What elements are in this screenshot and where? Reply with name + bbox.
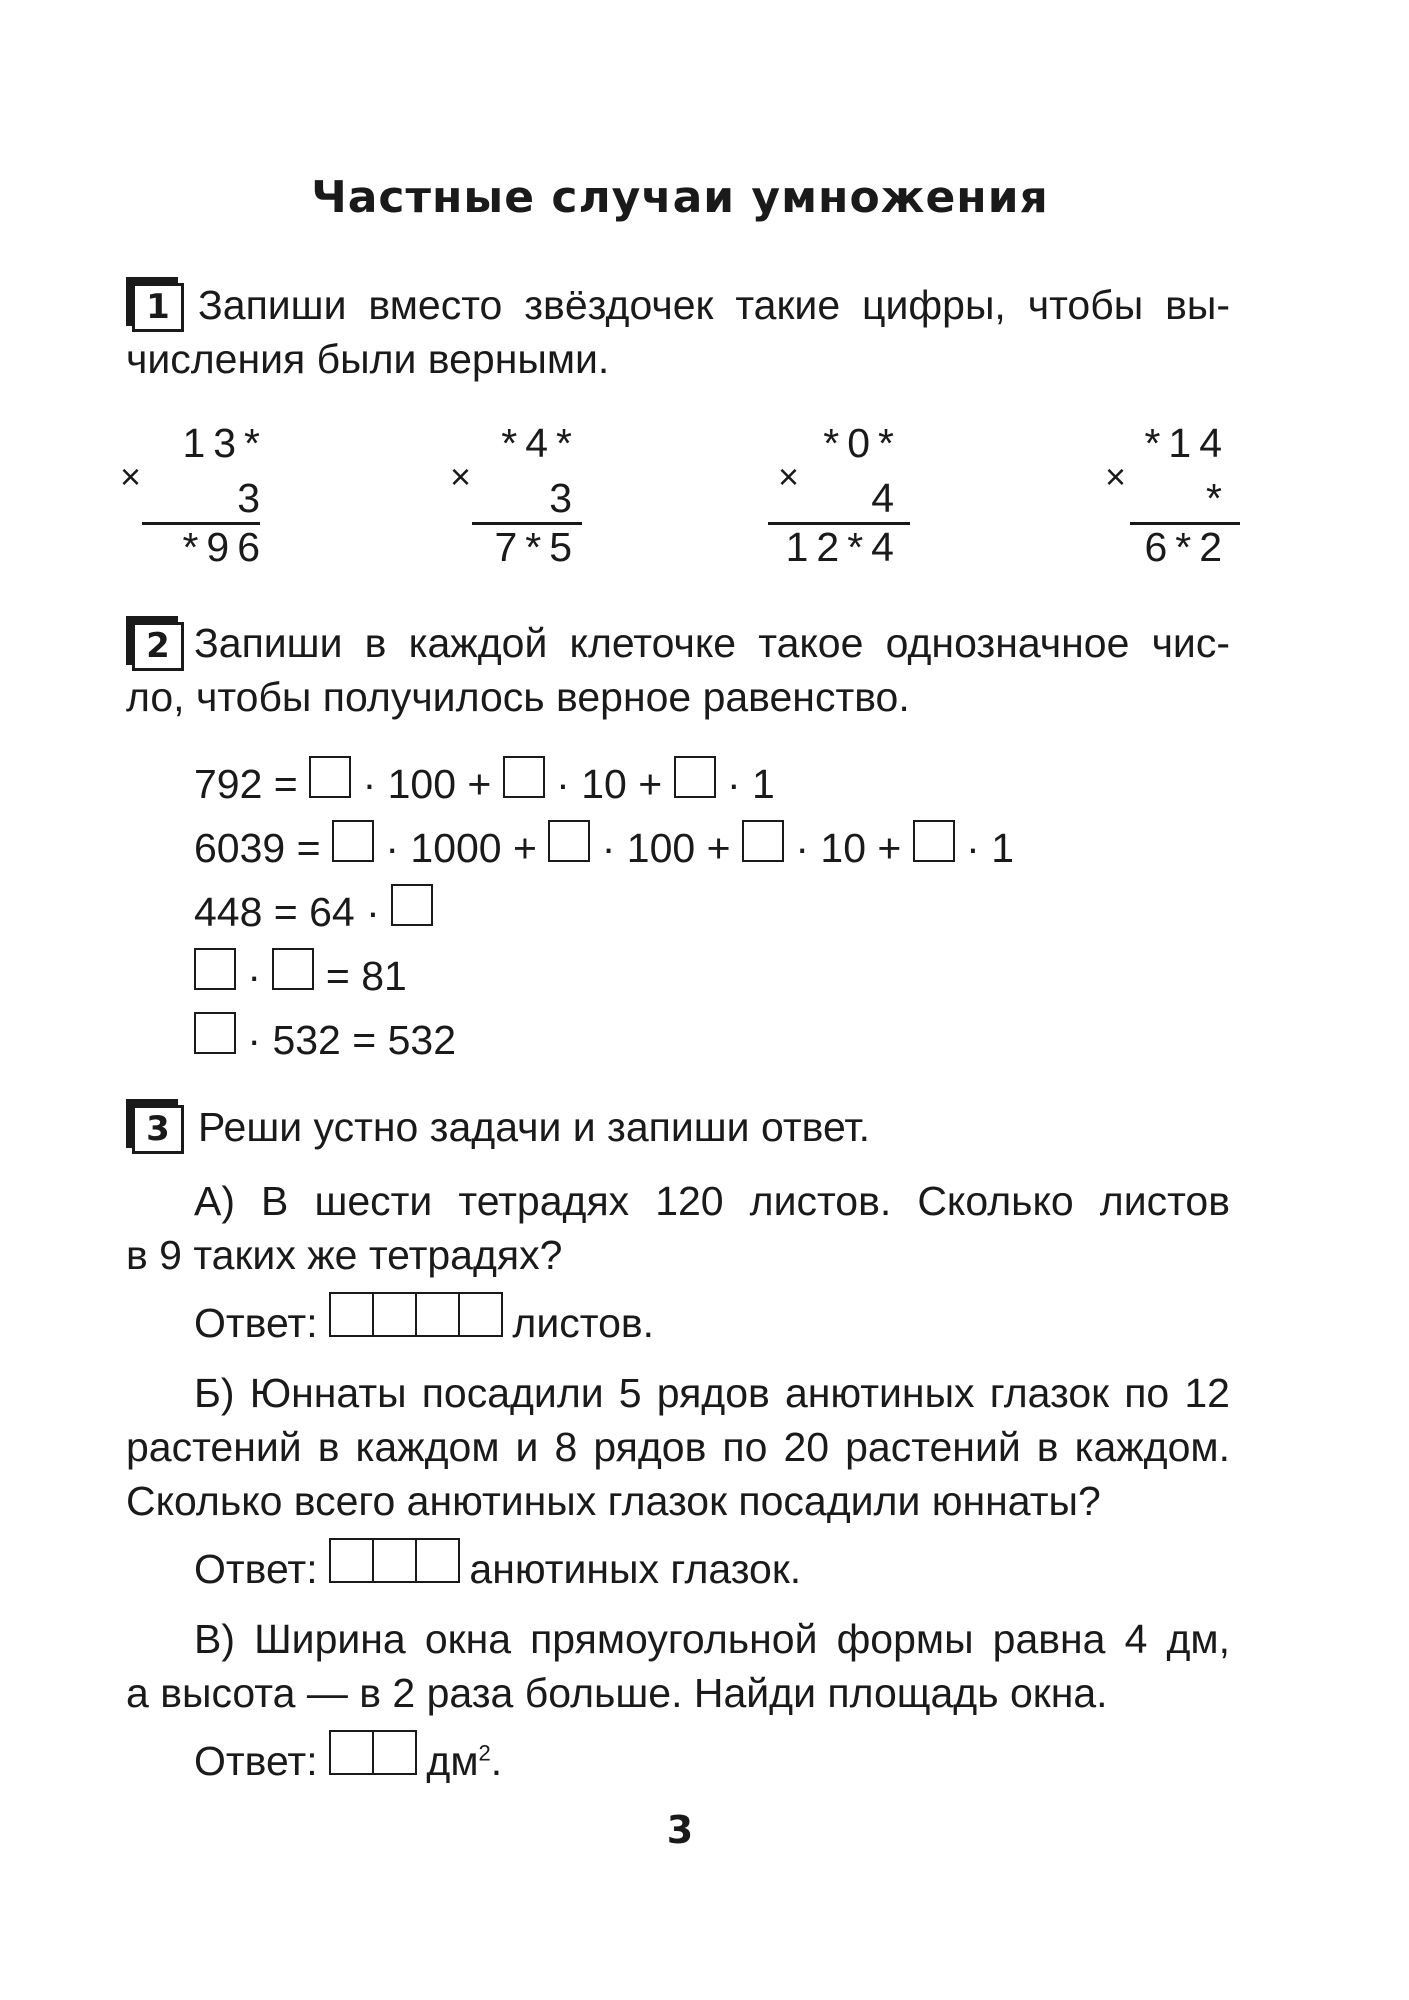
problem-a-line1: А) В шести тетрадях 120 листов. Сколько листов	[194, 1178, 1230, 1224]
eq4-part-a: ·	[247, 953, 262, 999]
problem-b-line2: растений в каждом и 8 рядов по 20 растений в каждом.	[126, 1424, 1230, 1470]
page-title: Частные случаи умножения	[311, 172, 1049, 223]
answer-cell[interactable]	[415, 1292, 460, 1337]
times-sign: ×	[120, 456, 142, 497]
problem-c-line2: а высота — в 2 раза больше. Найди площадь окна.	[126, 1670, 1108, 1716]
eq4-part-b: = 81	[325, 953, 407, 999]
answer-unit-end: .	[490, 1738, 503, 1784]
answer-grid-2	[329, 1730, 415, 1775]
answer-cell[interactable]	[372, 1730, 417, 1775]
answer-cell[interactable]	[415, 1538, 460, 1583]
answer-cell[interactable]	[309, 756, 351, 798]
answer-grid-3	[329, 1538, 458, 1583]
multiplier[interactable]: *	[1206, 475, 1230, 521]
answer-cell[interactable]	[913, 820, 955, 862]
problem-b-line3: Сколько всего анютиных глазок посадили юннаты?	[126, 1478, 1101, 1524]
multiplication-problem-2	[440, 420, 590, 570]
multiplier[interactable]: 4	[871, 475, 902, 521]
answer-cell[interactable]	[329, 1292, 374, 1337]
multiplicand[interactable]: 13*	[182, 420, 268, 466]
times-sign: ×	[1105, 456, 1127, 497]
equation-1	[194, 756, 775, 808]
answer-label: Ответ:	[194, 1300, 318, 1346]
task-2-text-line2: ло, чтобы получилось верное равенство.	[126, 674, 910, 720]
task-1-number-badge: 1	[132, 283, 184, 332]
task-3-intro: Реши устно задачи и запиши ответ.	[198, 1104, 871, 1150]
task-1-text-line2: числения были верными.	[126, 336, 610, 382]
problem-a-line2: в 9 таких же тетрадях?	[126, 1232, 563, 1278]
answer-cell[interactable]	[372, 1538, 417, 1583]
problem-c-answer	[194, 1730, 502, 1785]
answer-cell[interactable]	[329, 1730, 374, 1775]
multiplier[interactable]: 3	[549, 475, 580, 521]
page-number: 3	[666, 1808, 694, 1852]
eq1-part-b: · 100 +	[362, 761, 492, 807]
times-sign: ×	[450, 456, 472, 497]
product[interactable]: 12*4	[785, 524, 902, 570]
answer-unit: анютиных глазок.	[469, 1546, 802, 1592]
eq3-part-a: 448 = 64 ·	[194, 889, 380, 935]
eq2-part-a: 6039 =	[194, 825, 321, 871]
product[interactable]: 7*5	[494, 524, 580, 570]
answer-grid-4	[329, 1292, 501, 1337]
answer-cell[interactable]	[548, 820, 590, 862]
answer-label: Ответ:	[194, 1738, 318, 1784]
task-2-text-line1: Запиши в каждой клеточке такое однозначное чис-	[194, 620, 1230, 666]
problem-c-line1: В) Ширина окна прямоугольной формы равна 4 дм,	[194, 1616, 1230, 1662]
eq2-part-c: · 100 +	[601, 825, 731, 871]
eq2-part-e: · 1	[966, 825, 1015, 871]
answer-cell[interactable]	[742, 820, 784, 862]
answer-cell[interactable]	[329, 1538, 374, 1583]
task-1-text-line1: Запиши вместо звёздочек такие цифры, чтобы вы-	[198, 282, 1230, 328]
answer-cell[interactable]	[391, 884, 433, 926]
answer-unit-exponent: 2	[478, 1740, 491, 1766]
problem-b-line1: Б) Юннаты посадили 5 рядов анютиных глазок по 12	[194, 1370, 1230, 1416]
eq2-part-d: · 10 +	[795, 825, 902, 871]
problem-b-answer	[194, 1538, 801, 1593]
problem-a-answer	[194, 1292, 654, 1347]
answer-label: Ответ:	[194, 1546, 318, 1592]
equation-5	[194, 1012, 456, 1064]
equation-3	[194, 884, 433, 936]
equation-4	[194, 948, 407, 1000]
answer-cell[interactable]	[194, 948, 236, 990]
task-3-number-badge: 3	[132, 1105, 184, 1154]
times-sign: ×	[778, 456, 800, 497]
multiplicand[interactable]: *0*	[823, 420, 902, 466]
multiplication-problem-4	[1100, 420, 1250, 570]
answer-cell[interactable]	[372, 1292, 417, 1337]
multiplicand[interactable]: *14	[1144, 420, 1230, 466]
product[interactable]: *96	[182, 524, 268, 570]
multiplier[interactable]: 3	[237, 475, 268, 521]
multiplication-problem-3	[770, 420, 920, 570]
equation-2	[194, 820, 1014, 872]
answer-cell[interactable]	[674, 756, 716, 798]
eq2-part-b: · 1000 +	[385, 825, 537, 871]
answer-cell[interactable]	[194, 1012, 236, 1054]
eq5-part-a: · 532 = 532	[247, 1017, 456, 1063]
multiplicand[interactable]: *4*	[501, 420, 580, 466]
answer-cell[interactable]	[332, 820, 374, 862]
eq1-part-d: · 1	[726, 761, 775, 807]
answer-cell[interactable]	[458, 1292, 503, 1337]
eq1-part-a: 792 =	[194, 761, 298, 807]
multiplication-problem-1	[110, 420, 268, 570]
product[interactable]: 6*2	[1144, 524, 1230, 570]
eq1-part-c: · 10 +	[556, 761, 663, 807]
task-2-number-badge: 2	[132, 622, 184, 671]
answer-cell[interactable]	[503, 756, 545, 798]
answer-unit: листов.	[512, 1300, 655, 1346]
answer-unit: дм	[426, 1738, 479, 1784]
answer-cell[interactable]	[272, 948, 314, 990]
